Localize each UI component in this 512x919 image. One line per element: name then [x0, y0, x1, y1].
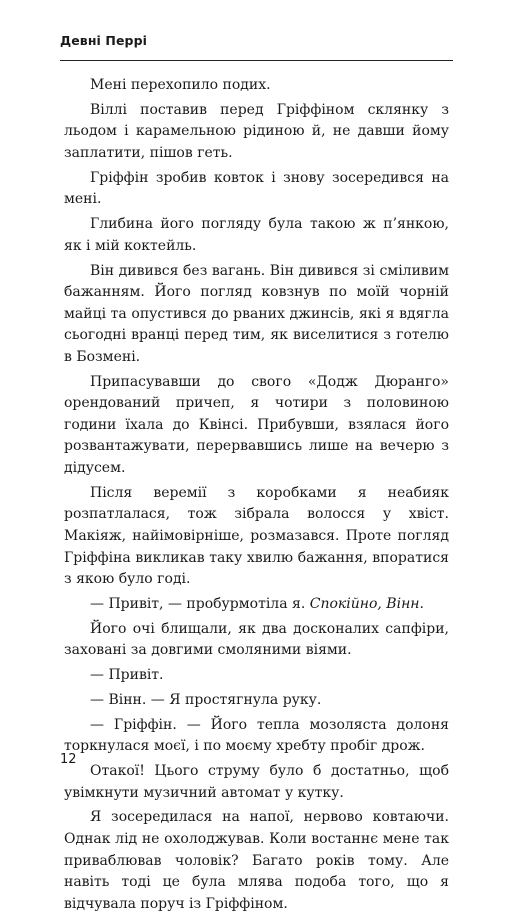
paragraph: Отакої! Цього струму було б достатньо, щоб увімкнути музичний автомат у кутку.	[64, 763, 449, 801]
paragraph: Гріффін зробив ковток і знову зосередився на мені.	[64, 169, 449, 208]
page-number: 12	[60, 752, 77, 767]
header-divider	[60, 60, 453, 61]
paragraph: — Привіт.	[90, 667, 164, 684]
paragraph: Глибина його погляду була такою ж п’янкою, як і мій коктейль.	[64, 216, 449, 254]
body-text	[64, 75, 449, 919]
paragraph: — Гріффін. — Його тепла мозоляста долоня торкнулася моєї, і по моєму хребту пробіг дрож.	[64, 716, 449, 755]
paragraph: — Вінн. — Я простягнула руку.	[90, 691, 322, 708]
paragraph: Мені перехопило подих.	[90, 77, 271, 93]
paragraph: Він дивився без вагань. Він дивився зі сміливим бажанням. Його погляд ковзнув по моїй чорній майці та опустився до рваних джинсів, які я вдягла сьогодні вранці перед тим, як виселитися з готелю в Бозмені.	[64, 262, 449, 365]
running-header-author: Девні Перрі	[60, 33, 148, 48]
dialogue-paragraph	[64, 594, 449, 616]
paragraph: Я зосередилася на напої, нервово ковтаючи. Однак лід не охолоджував. Коли востаннє мене так приваблював чоловік? Багато років тому. Але навіть тоді це була млява подоба того, що я відчувала поруч із Гріффіном.	[64, 809, 449, 912]
dialogue-text: — Привіт, — пробурмотіла я.	[90, 595, 310, 612]
paragraph: Припасувавши до свого «Додж Дюранго» орендований причеп, я чотири з половиною години їхала до Квінсі. Прибувши, взялася його розвантажувати, перервавшись лише на вечерю з дідусем.	[64, 373, 449, 477]
italic-thought: Спокійно, Вінн.	[309, 595, 424, 612]
paragraph: Після веремії з коробками я неабияк розпатлалася, тож зібрала волосся у хвіст. Макіяж, найімовірніше, розмазався. Проте погляд Гріффіна викликав таку хвилю бажання, впоратися з якою було годі.	[64, 484, 449, 588]
paragraph: Віллі поставив перед Гріффіном склянку з льодом і карамельною рідиною й, не давши йому заплатити, пішов геть.	[64, 101, 449, 161]
paragraph: Його очі блищали, як два досконалих сапфіри, заховані за довгими смоляними віями.	[64, 620, 449, 659]
